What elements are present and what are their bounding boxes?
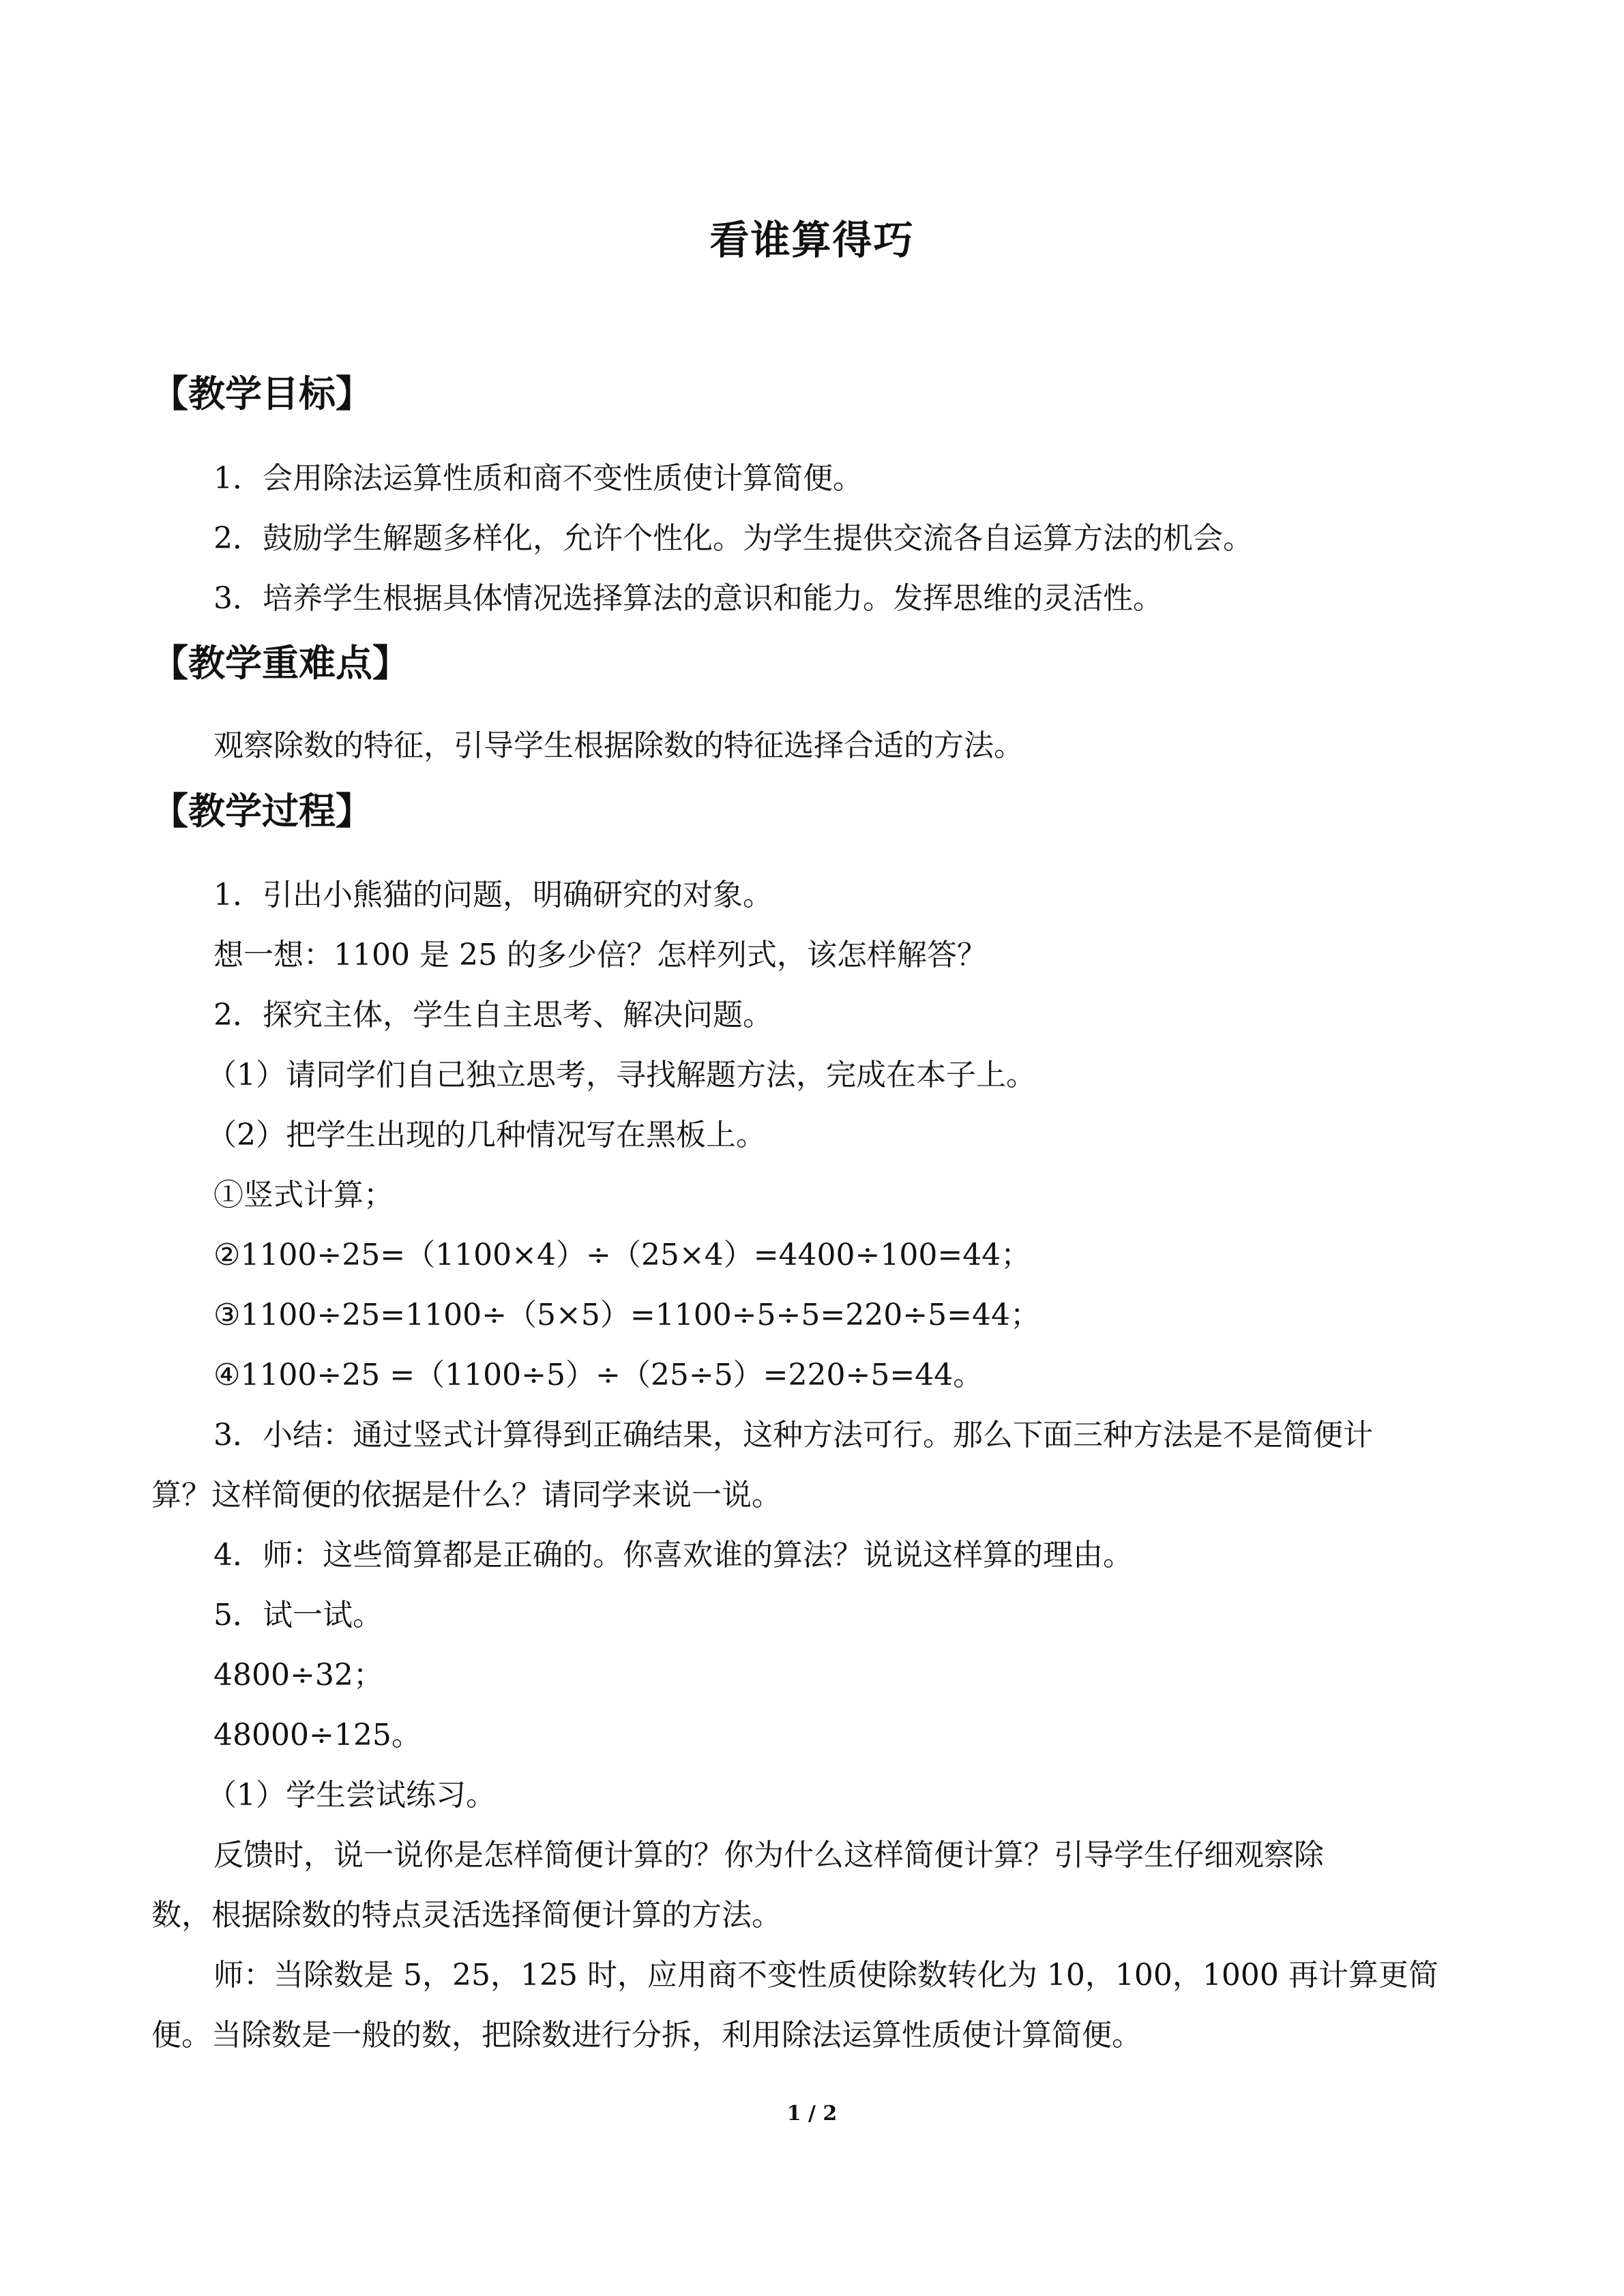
process-line: 3．小结：通过竖式计算得到正确结果，这种方法可行。那么下面三种方法是不是简便计 [213, 1418, 1373, 1452]
process-line: （2）把学生出现的几种情况写在黑板上。 [207, 1118, 766, 1152]
process-line: 想一想：1100 是 25 的多少倍？怎样列式，该怎样解答？ [213, 938, 987, 972]
objective-item: 2．鼓励学生解题多样化，允许个性化。为学生提供交流各自运算方法的机会。 [213, 521, 1253, 556]
process-line: （1）请同学们自己独立思考，寻找解题方法，完成在本子上。 [207, 1058, 1036, 1092]
process-line: ①竖式计算； [213, 1178, 394, 1212]
process-heading: 【教学过程】 [151, 790, 372, 833]
process-line: 便。当除数是一般的数，把除数进行分拆，利用除法运算性质使计算简便。 [151, 2018, 1142, 2053]
process-line: 48000÷125。 [213, 1718, 422, 1753]
keypoints-heading: 【教学重难点】 [151, 642, 409, 685]
process-line: 4．师：这些简算都是正确的。你喜欢谁的算法？说说这样算的理由。 [213, 1538, 1133, 1572]
process-line: 4800÷32； [213, 1658, 383, 1693]
process-line: ②1100÷25=（1100×4）÷（25×4）=4400÷100=44； [213, 1238, 1031, 1272]
process-line: ③1100÷25=1100÷（5×5）=1100÷5÷5=220÷5=44； [213, 1298, 1040, 1332]
process-line: 5．试一试。 [213, 1598, 383, 1632]
page-title: 看谁算得巧 [709, 217, 915, 263]
process-line: 数，根据除数的特点灵活选择简便计算的方法。 [151, 1898, 782, 1933]
process-line: （1）学生尝试练习。 [207, 1778, 496, 1813]
process-line: 算？这样简便的依据是什么？请同学来说一说。 [151, 1478, 782, 1512]
page-number: 1 / 2 [786, 2102, 838, 2126]
keypoints-text: 观察除数的特征，引导学生根据除数的特征选择合适的方法。 [213, 728, 1024, 763]
process-line: ④1100÷25 =（1100÷5）÷（25÷5）=220÷5=44。 [213, 1358, 984, 1392]
process-line: 反馈时，说一说你是怎样简便计算的？你为什么这样简便计算？引导学生仔细观察除 [213, 1838, 1324, 1873]
process-line: 1．引出小熊猫的问题，明确研究的对象。 [213, 878, 773, 912]
objective-item: 1．会用除法运算性质和商不变性质使计算简便。 [213, 461, 863, 496]
process-line: 2．探究主体，学生自主思考、解决问题。 [213, 998, 773, 1032]
objectives-heading: 【教学目标】 [151, 372, 372, 415]
process-line: 师：当除数是 5，25，125 时，应用商不变性质使除数转化为 10，100，1000 再计算更简 [213, 1958, 1438, 1993]
objective-item: 3．培养学生根据具体情况选择算法的意识和能力。发挥思维的灵活性。 [213, 581, 1163, 616]
